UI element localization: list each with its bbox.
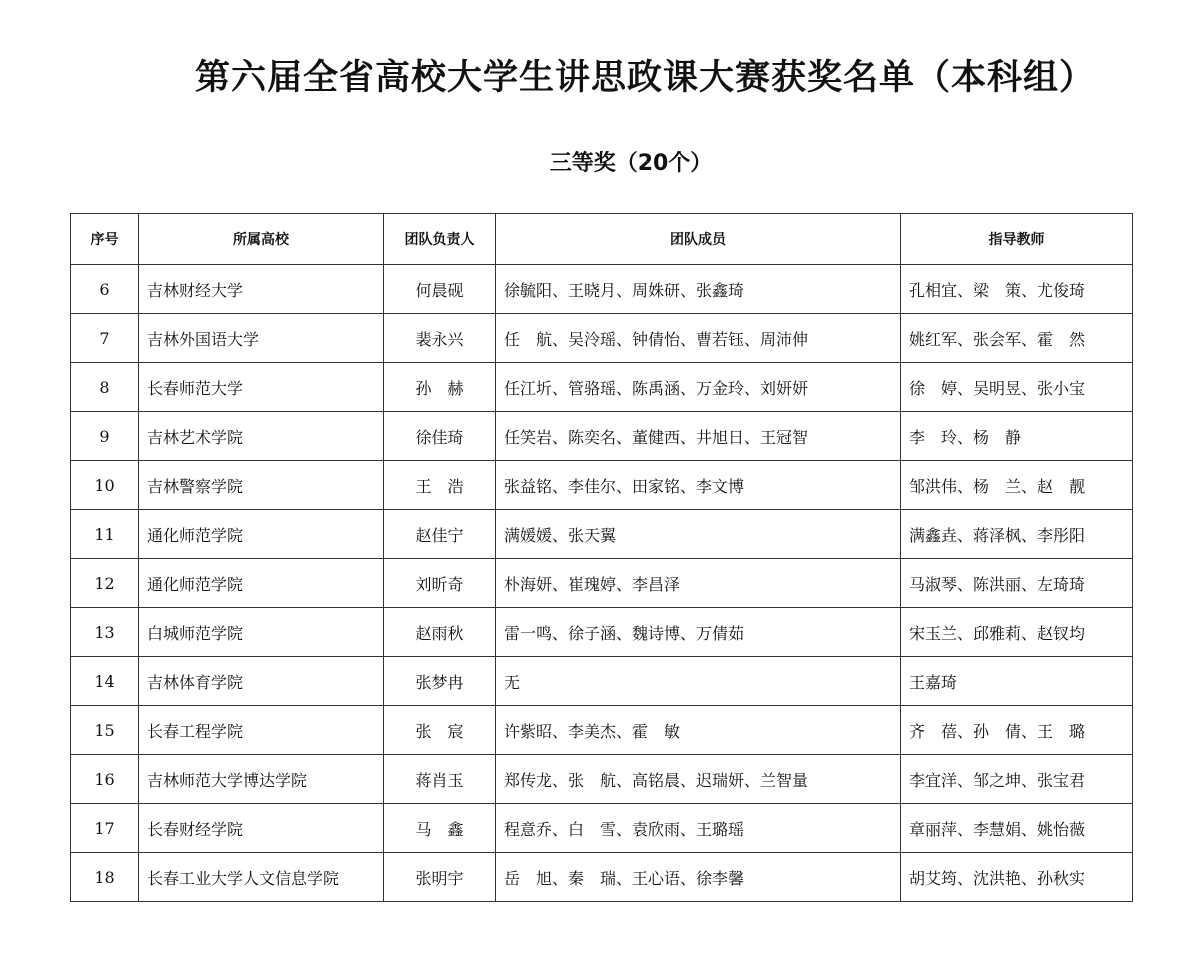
table-row [71, 363, 1133, 412]
cell-teachers: 李 玲、杨 静 [901, 412, 1133, 461]
cell-teachers: 姚红军、张会军、霍 然 [901, 314, 1133, 363]
cell-members: 任笑岩、陈奕名、董健西、井旭日、王冠智 [496, 412, 901, 461]
cell-leader: 蒋肖玉 [384, 755, 496, 804]
cell-num: 17 [71, 804, 139, 853]
cell-members: 朴海妍、崔瑰婷、李昌泽 [496, 559, 901, 608]
table-row [71, 804, 1133, 853]
cell-members: 满媛媛、张天翼 [496, 510, 901, 559]
cell-num: 11 [71, 510, 139, 559]
cell-teachers: 王嘉琦 [901, 657, 1133, 706]
cell-leader: 孙 赫 [384, 363, 496, 412]
cell-num: 10 [71, 461, 139, 510]
cell-teachers: 满鑫垚、蒋泽枫、李彤阳 [901, 510, 1133, 559]
cell-teachers: 章丽萍、李慧娟、姚怡薇 [901, 804, 1133, 853]
cell-leader: 张梦冉 [384, 657, 496, 706]
cell-school: 长春师范大学 [139, 363, 384, 412]
table-row [71, 510, 1133, 559]
award-level-subtitle: 三等奖（20个） [549, 151, 713, 176]
cell-teachers: 徐 婷、吴明昱、张小宝 [901, 363, 1133, 412]
cell-members: 岳 旭、秦 瑞、王心语、徐李馨 [496, 853, 901, 902]
cell-members: 雷一鸣、徐子涵、魏诗博、万倩茹 [496, 608, 901, 657]
cell-teachers: 李宜洋、邹之坤、张宝君 [901, 755, 1133, 804]
table-row [71, 706, 1133, 755]
page-title: 第六届全省高校大学生讲思政课大赛获奖名单（本科组） [194, 58, 1095, 98]
cell-num: 12 [71, 559, 139, 608]
cell-leader: 何晨砚 [384, 265, 496, 314]
table-row [71, 755, 1133, 804]
cell-leader: 马 鑫 [384, 804, 496, 853]
cell-school: 吉林财经大学 [139, 265, 384, 314]
cell-num: 18 [71, 853, 139, 902]
cell-members: 程意乔、白 雪、袁欣雨、王璐瑶 [496, 804, 901, 853]
cell-num: 15 [71, 706, 139, 755]
cell-num: 9 [71, 412, 139, 461]
cell-teachers: 马淑琴、陈洪丽、左琦琦 [901, 559, 1133, 608]
cell-num: 14 [71, 657, 139, 706]
header-members: 团队成员 [496, 214, 901, 265]
cell-school: 通化师范学院 [139, 510, 384, 559]
cell-school: 吉林艺术学院 [139, 412, 384, 461]
cell-members: 许紫昭、李美杰、霍 敏 [496, 706, 901, 755]
cell-leader: 徐佳琦 [384, 412, 496, 461]
cell-school: 通化师范学院 [139, 559, 384, 608]
cell-leader: 张 宸 [384, 706, 496, 755]
cell-leader: 赵佳宁 [384, 510, 496, 559]
header-teachers: 指导教师 [901, 214, 1133, 265]
cell-teachers: 宋玉兰、邱雅莉、赵钗均 [901, 608, 1133, 657]
cell-teachers: 胡艾筠、沈洪艳、孙秋实 [901, 853, 1133, 902]
cell-school: 吉林体育学院 [139, 657, 384, 706]
header-num: 序号 [71, 214, 139, 265]
cell-num: 16 [71, 755, 139, 804]
cell-teachers: 邹洪伟、杨 兰、赵 靓 [901, 461, 1133, 510]
cell-members: 任 航、吴泠瑶、钟倩怡、曹若钰、周沛伸 [496, 314, 901, 363]
cell-leader: 裴永兴 [384, 314, 496, 363]
cell-members: 郑传龙、张 航、高铭晨、迟瑞妍、兰智量 [496, 755, 901, 804]
table-row [71, 608, 1133, 657]
header-leader: 团队负责人 [384, 214, 496, 265]
cell-school: 吉林师范大学博达学院 [139, 755, 384, 804]
cell-leader: 赵雨秋 [384, 608, 496, 657]
cell-school: 白城师范学院 [139, 608, 384, 657]
cell-members: 任江圻、管骆瑶、陈禹涵、万金玲、刘妍妍 [496, 363, 901, 412]
award-table [70, 213, 1133, 902]
table-row [71, 559, 1133, 608]
table-row [71, 461, 1133, 510]
cell-num: 7 [71, 314, 139, 363]
cell-leader: 张明宇 [384, 853, 496, 902]
table-row [71, 853, 1133, 902]
cell-school: 长春财经学院 [139, 804, 384, 853]
table-row [71, 265, 1133, 314]
cell-school: 吉林警察学院 [139, 461, 384, 510]
cell-teachers: 齐 蓓、孙 倩、王 璐 [901, 706, 1133, 755]
cell-leader: 刘昕奇 [384, 559, 496, 608]
table-row [71, 657, 1133, 706]
cell-teachers: 孔相宜、梁 策、尤俊琦 [901, 265, 1133, 314]
cell-members: 徐毓阳、王晓月、周姝研、张鑫琦 [496, 265, 901, 314]
table-row [71, 314, 1133, 363]
cell-num: 13 [71, 608, 139, 657]
cell-school: 长春工业大学人文信息学院 [139, 853, 384, 902]
table-header-row [71, 214, 1133, 265]
cell-members: 张益铭、李佳尔、田家铭、李文博 [496, 461, 901, 510]
cell-leader: 王 浩 [384, 461, 496, 510]
cell-school: 吉林外国语大学 [139, 314, 384, 363]
table-row [71, 412, 1133, 461]
cell-num: 6 [71, 265, 139, 314]
cell-school: 长春工程学院 [139, 706, 384, 755]
header-school: 所属高校 [139, 214, 384, 265]
cell-num: 8 [71, 363, 139, 412]
cell-members: 无 [496, 657, 901, 706]
